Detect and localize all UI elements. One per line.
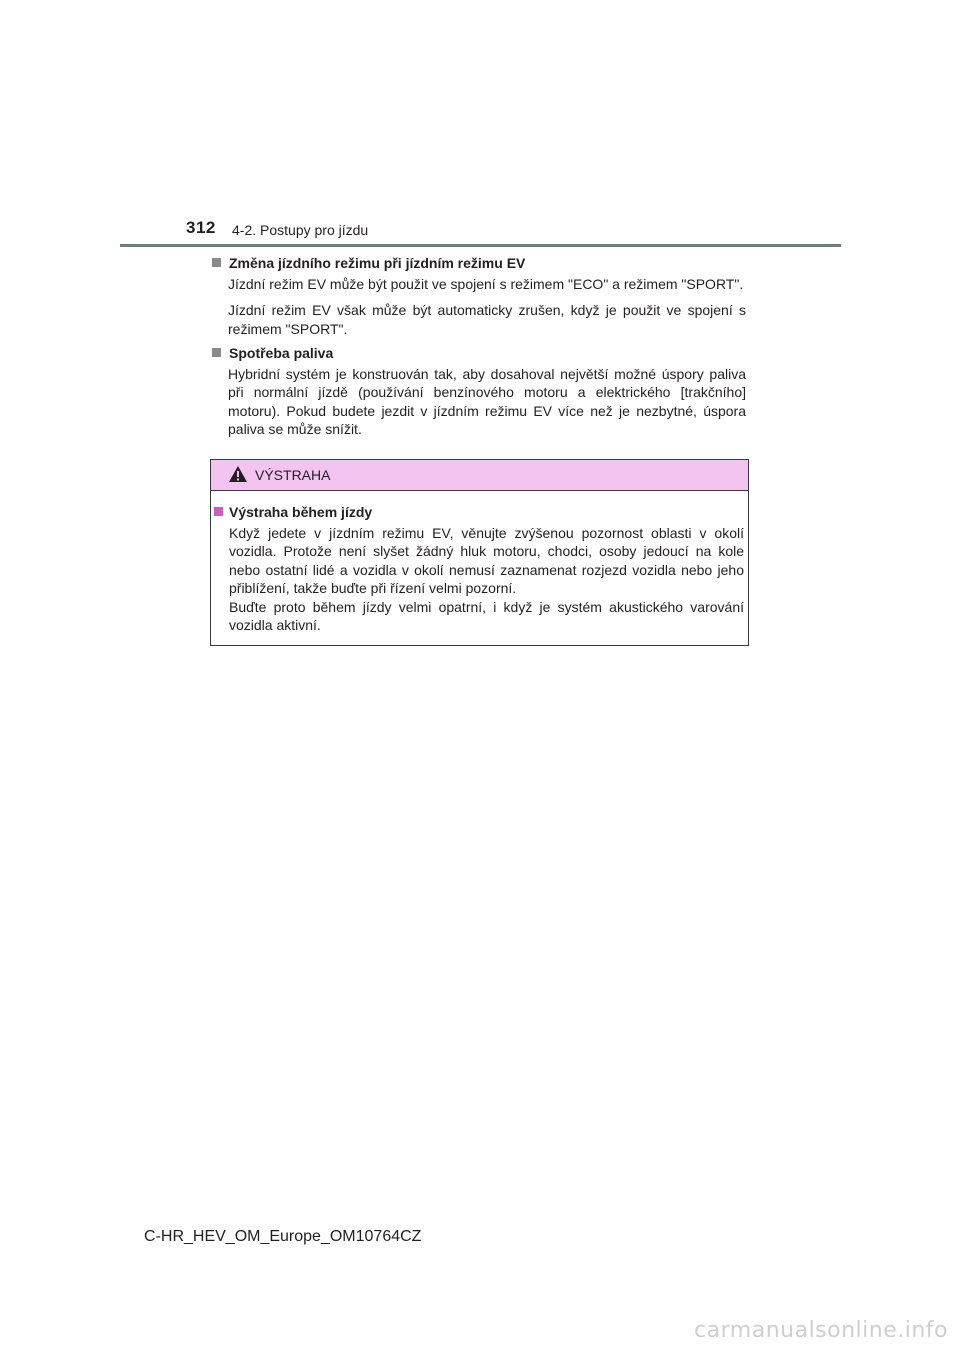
watermark: carmanualsonline.info bbox=[694, 1318, 948, 1343]
bullet-square-icon bbox=[214, 507, 223, 516]
section-ev-mode bbox=[212, 254, 746, 338]
document-code: C-HR_HEV_OM_Europe_OM10764CZ bbox=[144, 1228, 422, 1245]
warning-title: VÝSTRAHA bbox=[255, 467, 331, 483]
section-heading: Změna jízdního režimu při jízdním režimu EV bbox=[212, 254, 746, 273]
bullet-square-icon bbox=[212, 348, 221, 357]
warning-paragraph: Buďte proto během jízdy velmi opatrní, i když je systém akustického varování vozidla aktivní. bbox=[229, 598, 744, 633]
warning-header bbox=[211, 460, 748, 491]
main-content bbox=[212, 254, 746, 439]
header-rule bbox=[120, 244, 841, 247]
warning-triangle-icon bbox=[228, 465, 248, 483]
section-fuel-consumption bbox=[212, 344, 746, 439]
bullet-square-icon bbox=[212, 258, 221, 267]
warning-paragraph: Když jedete v jízdním režimu EV, věnujte zvýšenou pozornost oblasti v okolí vozidla. Protože není slyšet žádný hluk motoru, chodci, osoby jedoucí na kole nebo ostatní lidé a vozidla v okolí nemusí zaznamenat rozjezd vozidla nebo jeho přiblížení, takže buďte při řízení velmi pozorní. bbox=[229, 524, 744, 596]
warning-body bbox=[214, 503, 744, 635]
section-title: 4-2. Postupy pro jízdu bbox=[232, 222, 369, 238]
paragraph: Jízdní režim EV však může být automaticky zrušen, když je použit ve spojení s režimem "SPORT". bbox=[228, 302, 746, 337]
paragraph: Hybridní systém je konstruován tak, aby dosahoval největší možné úspory paliva při normální jízdě (používání benzínového motoru a elektrického [trakčního] motoru). Pokud budete jezdit v jízdním režimu EV více než je nezbytné, úspora paliva se může snížit. bbox=[228, 365, 746, 437]
paragraph: Jízdní režim EV může být použit ve spojení s režimem "ECO" a režimem "SPORT". bbox=[228, 275, 744, 292]
warning-heading: Výstraha během jízdy bbox=[214, 503, 744, 522]
warning-box bbox=[210, 459, 749, 646]
page-number: 312 bbox=[186, 218, 216, 237]
section-heading: Spotřeba paliva bbox=[212, 344, 746, 363]
